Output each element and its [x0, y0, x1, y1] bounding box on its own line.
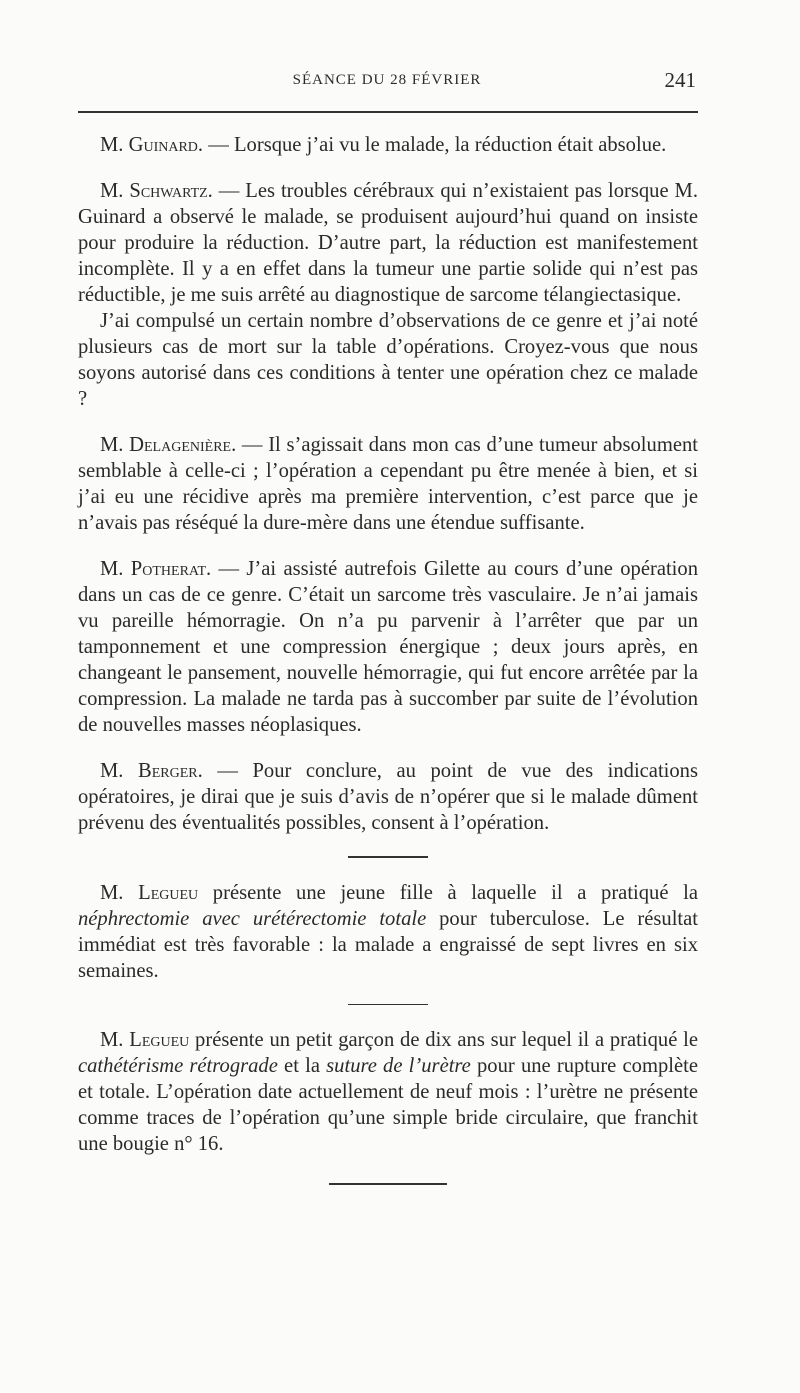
paragraph-legueu-1 — [78, 880, 698, 984]
header-title: SÉANCE DU 28 FÉVRIER — [292, 72, 482, 88]
paragraph-text: — Il s’agissait dans mon cas d’une tumeur absolument semblable à celle-ci ; l’opération a cependant pu être menée à bien, et si j’ai eu une récidive après ma première intervention, c’est parce que je n’avais pas réséqué la dure-mère dans une étendue suffisante. — [78, 434, 698, 534]
speaker-name: M. Potherat. — [100, 558, 212, 580]
paragraph-berger — [78, 758, 698, 836]
italic-term: cathétérisme rétrograde — [78, 1055, 278, 1077]
paragraph-text: et la — [277, 1055, 327, 1077]
speaker-name: M. Guinard. — [100, 134, 204, 156]
speaker-name: M. Legueu — [100, 1029, 190, 1051]
paragraph-schwartz-2: J’ai compulsé un certain nombre d’observations de ce genre et j’ai noté plusieurs cas de mort sur la table d’opérations. Croyez-vous que nous soyons autorisé dans ces conditions à tenter une opération chez ce malade ? — [78, 310, 698, 410]
paragraph-legueu-2 — [78, 1027, 698, 1157]
italic-term: néphrectomie avec urétérectomie totale — [78, 907, 427, 930]
paragraph-schwartz — [78, 178, 698, 308]
speaker-name: M. Berger. — [100, 760, 203, 782]
paragraph-text: présente un petit garçon de dix ans sur lequel il a pratiqué le — [189, 1029, 698, 1051]
document-body — [78, 132, 698, 1185]
page-number: 241 — [664, 68, 696, 92]
paragraph-text: — Les troubles cérébraux qui n’existaient pas lorsque M. Guinard a observé le malade, se produisent aujourd’hui quand on insiste pour produire la réduction. D’autre part, la réduction est manifestement incomplète. Il y a en effet dans la tumeur une partie solide qui n’est pas réductible, je me suis arrêté au diagnostique de sarcome télangiectasique. — [78, 180, 699, 306]
header-rule — [78, 111, 698, 113]
section-separator — [348, 856, 428, 858]
speaker-name: M. Delagenière. — [100, 434, 237, 456]
paragraph-text: — Pour conclure, au point de vue des indications opératoires, je dirai que je suis d’avis de n’opérer que si le malade dûment prévenu des éventualités possibles, consent à l’opération. — [78, 760, 698, 834]
paragraph-text: pour une rupture complète et totale. L’opération date actuellement de neuf mois : l’urètre ne présente comme traces de l’opération qu’une simple bride circulaire, que franchit une bougie n° 16. — [78, 1055, 698, 1155]
speaker-name: M. Legueu — [100, 881, 199, 904]
paragraph-text: — Lorsque j’ai vu le malade, la réduction était absolue. — [203, 134, 667, 156]
paragraph-potherat — [78, 556, 698, 738]
paragraph-text: pour tuberculose. Le résultat immédiat est très favorable : la malade a engraissé de sept livres en six semaines. — [78, 907, 698, 982]
running-header — [78, 70, 696, 94]
paragraph-guinard — [78, 132, 698, 158]
paragraph-text: présente une jeune fille à laquelle il a pratiqué la — [198, 881, 699, 904]
end-separator — [329, 1183, 447, 1185]
paragraph-text: — J’ai assisté autrefois Gilette au cours d’une opération dans un cas de ce genre. C’était un sarcome très vasculaire. Je n’ai jamais vu pareille hémorragie. On n’a pu parvenir à l’arrêter que par un tamponnement et une compression énergique ; deux jours après, en changeant le pansement, nouvelle hémorragie, qui fut encore arrêtée par la compression. La malade ne tarda pas à succomber par suite de l’évolution de nouvelles masses néoplasiques. — [78, 558, 698, 736]
speaker-name: M. Schwartz. — [100, 180, 213, 202]
italic-term: suture de l’urètre — [326, 1055, 471, 1077]
section-separator — [348, 1004, 428, 1006]
paragraph-delageniere — [78, 432, 698, 536]
